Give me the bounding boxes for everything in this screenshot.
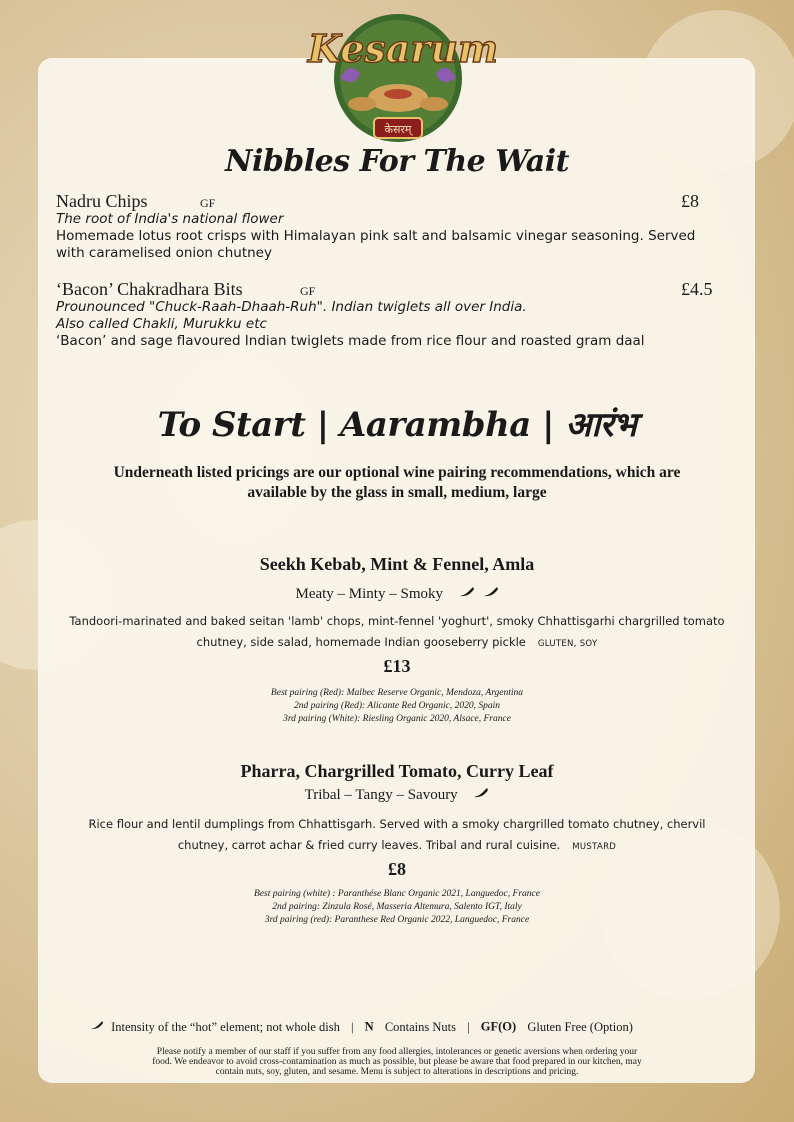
nibbles-title: Nibbles For The Wait — [225, 144, 569, 179]
wine-pairing: Best pairing (white) : Paranthése Blanc Organic 2021, Languedoc, France — [254, 889, 540, 899]
allergy-notice-line: Please notify a member of our staff if you suffer from any food allergies, intolerances or genetic aversions when ordering your — [156, 1047, 638, 1057]
legend-nuts-text: Contains Nuts — [384, 1019, 457, 1034]
legend-separator: | — [351, 1019, 354, 1034]
dish-price: £13 — [383, 656, 411, 676]
legend-chili-text: Intensity of the “hot” element; not whole dish — [111, 1019, 340, 1034]
svg-text:Kesarum: Kesarum — [308, 26, 496, 71]
dish-description: chutney, side salad, homemade Indian gooseberry pickle — [196, 635, 526, 649]
menu-item-name: ‘Bacon’ Chakradhara Bits — [56, 279, 243, 299]
dish-description: Rice flour and lentil dumplings from Chhattisgarh. Served with a smoky chargrilled tomato chutney, chervil — [88, 817, 706, 831]
dish-flavour: Tribal – Tangy – Savoury — [304, 787, 458, 803]
menu-item-subtitle: Also called Chakli, Murukku etc — [56, 316, 267, 332]
dish-title: Pharra, Chargrilled Tomato, Curry Leaf — [240, 761, 554, 781]
dish-flavour-row — [0, 787, 794, 804]
legend-gf-text: Gluten Free (Option) — [527, 1019, 633, 1034]
allergy-notice-line: contain nuts, soy, gluten, and sesame. Menu is subject to alterations in descriptions and pricing. — [215, 1067, 579, 1077]
menu-legend — [90, 1019, 633, 1035]
wine-pairing: 3rd pairing (red): Paranthese Red Organic 2022, Languedoc, France — [264, 915, 530, 925]
menu-item-subtitle: Prounounced "Chuck-Raah-Dhaah-Ruh". Indian twiglets all over India. — [56, 299, 527, 315]
dietary-tag: GF — [200, 196, 216, 210]
menu-item-description: with caramelised onion chutney — [56, 245, 272, 261]
dish-description-row — [0, 835, 794, 858]
svg-text:केसरम्: केसरम् — [384, 123, 412, 136]
starters-title: To Start | Aarambha | आरंभ — [157, 405, 637, 445]
dish-description: chutney, carrot achar & fried curry leaves. Tribal and rural cuisine. — [177, 838, 561, 852]
chili-icon — [459, 586, 475, 603]
allergy-notice-line: food. We endeavor to avoid cross-contamination as much as possible, but please be aware that food prepared in our kitchen, may — [152, 1057, 642, 1067]
chili-icon — [483, 586, 499, 603]
allergen-tag: GLUTEN, SOY — [537, 639, 598, 649]
dish-flavour: Meaty – Minty – Smoky — [295, 586, 443, 602]
dish-flavour-row — [0, 586, 794, 603]
pairing-note: available by the glass in small, medium, large — [247, 484, 547, 501]
menu-item-price: £8 — [681, 191, 699, 211]
menu-item-subtitle: The root of India's national flower — [56, 211, 284, 227]
menu-item-description: Homemade lotus root crisps with Himalayan pink salt and balsamic vinegar seasoning. Served — [56, 228, 696, 244]
dish-title: Seekh Kebab, Mint & Fennel, Amla — [259, 554, 535, 574]
legend-separator: | — [467, 1019, 470, 1034]
wine-pairing: 2nd pairing (Red): Alicante Red Organic, 2020, Spain — [293, 701, 501, 711]
chili-icon — [90, 1020, 104, 1035]
dish-description: Tandoori-marinated and baked seitan 'lamb' chops, mint-fennel 'yoghurt', smoky Chhattisgarhi chargrilled tomato — [69, 614, 725, 628]
menu-item-name: Nadru Chips — [56, 191, 148, 211]
wine-pairing: 3rd pairing (White): Riesling Organic 2020, Alsace, France — [283, 714, 511, 724]
wine-pairing: 2nd pairing: Zinzula Rosé, Masseria Altemura, Salento IGT, Italy — [272, 902, 522, 912]
brand-logo — [300, 6, 496, 146]
allergen-tag: MUSTARD — [572, 842, 617, 852]
legend-gf-symbol: GF(O) — [480, 1019, 517, 1034]
menu-item-description: ‘Bacon’ and sage flavoured Indian twiglets made from rice flour and roasted gram daal — [56, 333, 645, 349]
pairing-note: Underneath listed pricings are our optional wine pairing recommendations, which are — [113, 464, 681, 481]
chili-icon — [473, 787, 489, 804]
allergy-notice — [95, 1047, 699, 1077]
dietary-tag: GF — [300, 284, 316, 298]
wine-pairing: Best pairing (Red): Malbec Reserve Organic, Mendoza, Argentina — [270, 688, 524, 698]
dish-description-row — [0, 632, 794, 655]
dish-price: £8 — [388, 859, 406, 879]
menu-item-price: £4.5 — [681, 279, 713, 299]
legend-nuts-symbol: N — [364, 1019, 374, 1034]
